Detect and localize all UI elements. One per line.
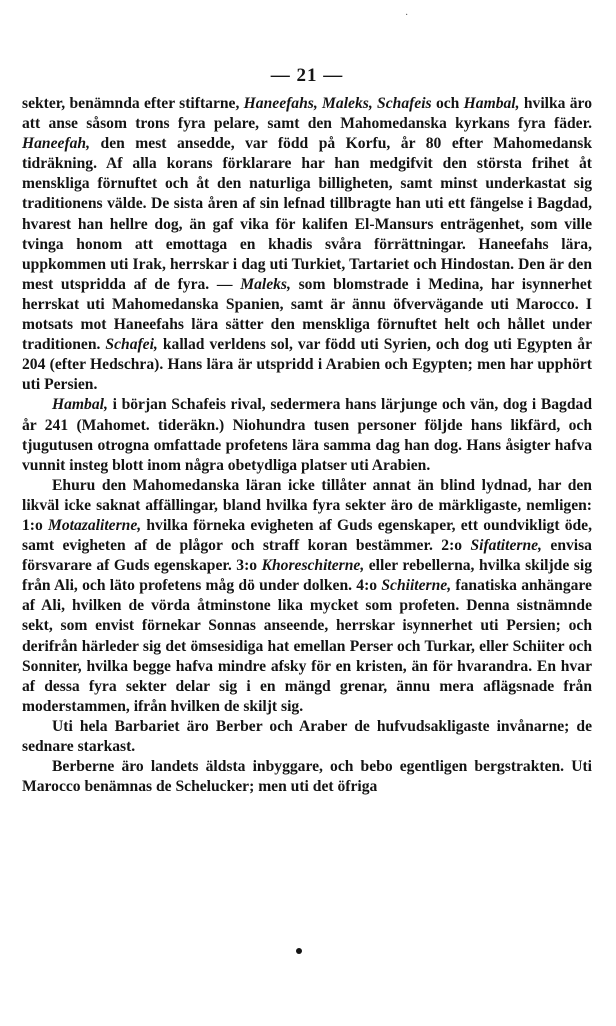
italic-name: Sifatiterne, [470, 537, 542, 555]
italic-name: Schafei, [105, 336, 158, 354]
italic-name: Hambal, [52, 396, 108, 414]
text-run: Ehuru den Mahomedanska läran icke tillåter annat än blind lydnad, har den likväl icke saknat affällingar, bland hvilka fyra sekter äro de märkligaste, nemligen: 1:o [22, 476, 592, 534]
italic-name: Haneefah, [22, 135, 91, 153]
paragraph [22, 476, 592, 717]
book-page [22, 62, 592, 797]
paragraph [22, 757, 592, 797]
text-run: Uti hela Barbariet äro Berber och Araber de hufvudsakligaste invånarne; de sednare starkast. [22, 717, 592, 755]
text-run: Berberne äro landets äldsta inbyggare, och bebo egentligen bergstrakten. Uti Marocco benämnas de Schelucker; men uti det öfriga [22, 758, 592, 796]
paragraph [22, 717, 592, 757]
paragraph [22, 395, 592, 475]
signature-mark-dot [296, 948, 302, 954]
italic-name: Khoreschiterne, [261, 557, 365, 575]
italic-name: Motazaliterne, [48, 516, 142, 534]
text-run: som blomstrade i Medina, har isynnerhet herrskat uti Mahomedanska Spanien, samt är ännu öfvervägande uti Marocco. I motsats mot Haneefahs lära sätter den menskliga förnuftet helt och hållet under traditionen. [22, 275, 592, 354]
text-run: fanatiska anhängare af Ali, hvilken de vörda åtminstone lika mycket som profeten. Denna sistnämnde sekt, som envist förnekar Sonnas anseende, herrskar isynnerhet uti Persien; och derifrån härleder sig det ömsesidiga hat emellan Perser och Turkar, eller Schiiter och Sonniter, hvilka begge hafva mindre afsky för en kristen, än för hvarandra. En hvar af dessa fyra sekter delar sig i en mängd grenar, ännu mera aflägsnade från moderstammen, ifrån hvilken de skiljt sig. [22, 577, 592, 715]
page-number: — 21 — [270, 65, 344, 86]
text-run: sekter, benämnda efter stiftarne, [22, 95, 244, 112]
text-run: hvilka äro att anse såsom trons fyra pelare, samt den Mahomedanska kyrkans fyra fäder. [22, 95, 592, 133]
italic-name: Haneefahs, Maleks, Schafeis [243, 95, 432, 112]
italic-name: Schiiterne, [381, 577, 452, 595]
text-run: hvilka förneka evigheten af Guds egenskaper, ett oundvikligt öde, samt evigheten af de plågor och straff koran bestämmer. 2:o [22, 516, 593, 555]
text-run: i början Schafeis rival, sedermera hans lärjunge och vän, dog i Bagdad år 241 (Mahomet. tideräkn.) Niohundra tusen personer följde hans likfärd, och tjugutusen otrogna omfattade profetens lära samma dag han dog. Hans åsigter hafva vunnit insteg blott inom några obetydliga platser uti Arabien. [22, 396, 592, 474]
paragraph [22, 94, 592, 395]
text-run: eller rebellerna, hvilka skiljde sig från Ali, och läto profetens måg dö under dolken. 4:o [22, 557, 592, 595]
text-run: envisa försvarare af Guds egenskaper. 3:o [22, 537, 592, 575]
text-run: den mest ansedde, var född på Korfu, år 80 efter Mahomedansk tidräkning. Af alla korans förklarare har han medgifvit den största frihet åt menskliga förnuftet och åt den naturliga billigheten, samt minst underkastat sig traditionens välde. De sista åren af sin lefnad tillbragte han uti ett fängelse i Bagdad, hvarest han hellre dog, än gaf vika för kalifen El-Mansurs enträgenhet, som ville tvinga honom att emottaga en khadis svåra förrättningar. Haneefahs lära, uppkommen uti Irak, herrskar i dag uti Turkiet, Tartariet och Hindostan. Den är den mest utspridda af de fyra. — [22, 135, 592, 293]
body-text [22, 94, 592, 797]
italic-name: Maleks, [240, 275, 291, 293]
italic-name: Hambal, [463, 95, 520, 112]
text-run: och [431, 95, 464, 112]
header-mark: · [405, 10, 409, 21]
text-run: kallad verldens sol, var född uti Syrien, och dog uti Egypten år 204 (efter Hedschra). Hans lära är utspridd i Arabien och Egypten; men har upphört uti Persien. [22, 336, 592, 394]
